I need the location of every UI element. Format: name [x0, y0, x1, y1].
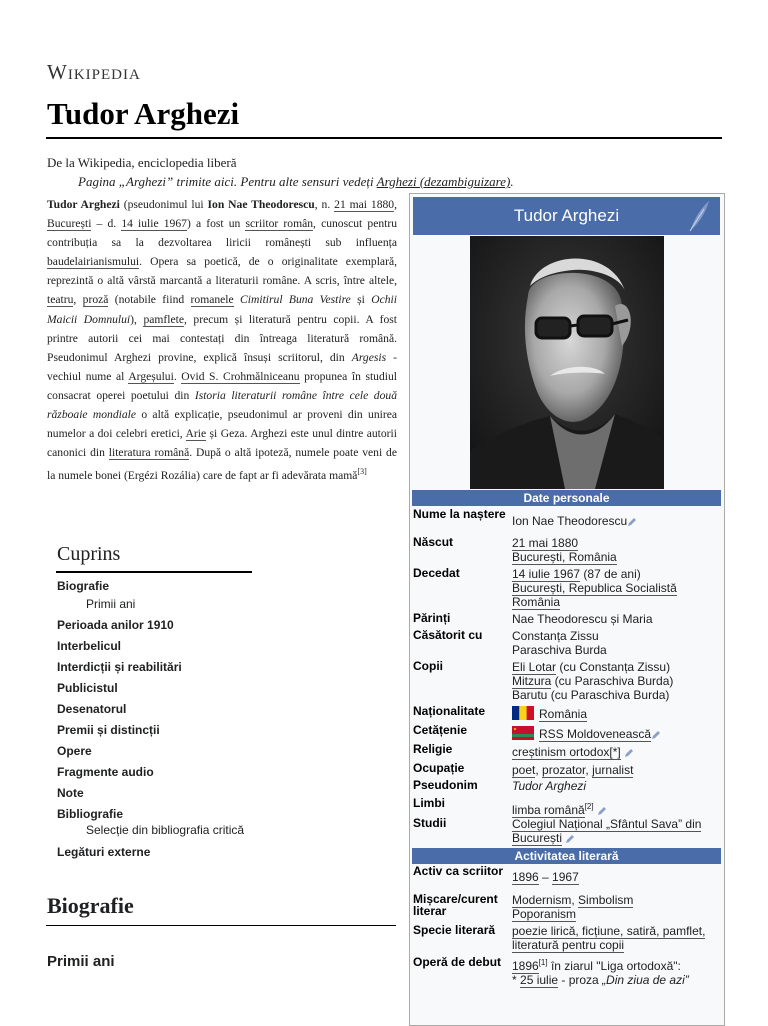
- toc-title: Cuprins: [57, 543, 121, 565]
- link-year-end[interactable]: 1967: [552, 870, 579, 884]
- infobox: [409, 193, 725, 1026]
- toc-item-bibliografie[interactable]: Bibliografie: [57, 807, 124, 821]
- toc-item-interdictii[interactable]: Interdicții și reabilitări: [57, 660, 182, 674]
- value-debut: 1896[1] în ziarul "Liga ortodoxă": * 25 iulie - proza „Din ziua de azi”: [512, 958, 689, 987]
- edit-icon[interactable]: [651, 730, 661, 740]
- infobox-header: [413, 197, 720, 235]
- toc-item-premii[interactable]: Premii și distincții: [57, 723, 160, 737]
- toc-divider: [56, 571, 252, 573]
- romania-flag-icon: [512, 706, 534, 720]
- value-religion: [512, 745, 722, 759]
- real-name: Ion Nae Theodorescu: [207, 198, 315, 211]
- link-year-start[interactable]: 1896: [512, 870, 539, 884]
- toc-item-note[interactable]: Note: [57, 786, 84, 800]
- link-debut-date[interactable]: 25 iulie: [520, 973, 559, 987]
- value-pseudonym: Tudor Arghezi: [512, 779, 587, 793]
- value-died: 14 iulie 1967 (87 de ani) București, Republica Socialistă România: [512, 567, 677, 609]
- link-romanian-literature[interactable]: literatura română: [108, 446, 190, 460]
- link-modernism[interactable]: Modernism: [512, 893, 572, 907]
- intro-paragraph: Tudor Arghezi (pseudonimul lui Ion Nae Theodorescu, n. 21 mai 1880, București – d. 14 iulie 1967) a fost un scriitor român, cunoscut pentru contribuția sa la dezvoltarea liricii românești sub influența baudelairianismului. Opera sa poetică, de o originalitate exemplară, reprezintă o altă vârstă marcantă a literaturii române. A scris, între altele, teatru, proză (notabile fiind romanele Cimitirul Buna Vestire și Ochii Maicii Domnului), pamflete, precum și literatură pentru copii. A fost printre autorii cei mai contestați din întreaga literatură română. Pseudonimul Arghezi provine, explică însuși scriitorul, din Argesis - vechiul nume al Argeșului. Ovid S. Crohmălniceanu propunea în studiul consacrat operei poetului din Istoria literaturii române între cele două războaie mondiale o altă explicație, pseudonimul ar proveni din unirea numelor a doi celebri eretici, Arie și Geza. Arghezi este unul dintre autorii canonici din literatura română. După o altă ipoteză, numele poate veni de la numele bonei (Ergézi Rozália) care de fapt ar fi adevărata mamă[3]: [47, 198, 398, 483]
- edit-icon[interactable]: [627, 517, 637, 527]
- value-citizenship: [512, 726, 722, 741]
- label-occupation: Ocupație: [413, 761, 465, 775]
- work-title: Istoria literaturii române între cele două războaie mondiale: [47, 388, 397, 422]
- link-pamphlets[interactable]: pamflete: [143, 312, 184, 326]
- moldavian-ssr-flag-icon: [512, 726, 534, 740]
- quill-icon: [686, 199, 712, 233]
- label-died: Decedat: [413, 566, 460, 580]
- debut-work-title: „Din ziua de azi”: [602, 973, 689, 987]
- reference-link[interactable]: [2]: [584, 802, 594, 811]
- link-ovid-crohmalniceanu[interactable]: Ovid S. Crohmălniceanu: [181, 369, 300, 383]
- value-occupation: poet, prozator, jurnalist: [512, 763, 634, 777]
- label-parents: Părinți: [413, 611, 451, 625]
- link-arges[interactable]: Argeșului: [128, 369, 174, 383]
- link-citizenship[interactable]: RSS Moldovenească: [539, 727, 652, 741]
- value-nationality: [512, 706, 722, 721]
- value-genre: [512, 924, 722, 952]
- link-novels[interactable]: romanele: [190, 293, 234, 307]
- link-religion[interactable]: creștinism ortodox: [512, 745, 610, 759]
- work-title: Ochii Maicii Domnului: [47, 293, 397, 326]
- link-death-place[interactable]: București, Republica Socialistă România: [512, 581, 677, 609]
- toc-item-interbelicul[interactable]: Interbelicul: [57, 639, 122, 653]
- link-writer[interactable]: scriitor român: [245, 217, 314, 231]
- toc-item-perioada-1910[interactable]: Perioada anilor 1910: [57, 618, 174, 632]
- link-simbolism[interactable]: Simbolism: [578, 893, 634, 907]
- work-title: Cimitirul Buna Vestire: [240, 293, 351, 307]
- link-jurnalist[interactable]: jurnalist: [592, 763, 634, 777]
- label-citizenship: Cetățenie: [413, 723, 468, 737]
- page-title: Tudor Arghezi: [47, 96, 240, 131]
- link-birthplace[interactable]: București: [47, 217, 92, 231]
- section-divider: [46, 925, 396, 926]
- link-birth-date[interactable]: 21 mai 1880: [512, 536, 579, 550]
- label-languages: Limbi: [413, 796, 445, 810]
- edit-icon[interactable]: [624, 748, 634, 758]
- label-pseudonym: Pseudonim: [413, 778, 478, 792]
- subsection-heading-primii-ani: Primii ani: [47, 953, 115, 970]
- link-poporanism[interactable]: Poporanism: [512, 907, 577, 921]
- value-active-years: 1896 – 1967: [512, 870, 579, 884]
- label-religion: Religie: [413, 742, 453, 756]
- edit-icon[interactable]: [565, 834, 575, 844]
- label-nationality: Naționalitate: [413, 704, 486, 718]
- link-prose[interactable]: proză: [82, 293, 109, 307]
- link-arie[interactable]: Arie: [185, 427, 207, 441]
- link-deathdate[interactable]: 14 iulie 1967: [121, 217, 187, 231]
- label-birth-name: Nume la naștere: [413, 507, 506, 521]
- infobox-section-personal: Date personale: [412, 490, 721, 506]
- toc-item-biografie[interactable]: Biografie: [57, 579, 110, 593]
- link-language[interactable]: limba română: [512, 803, 585, 817]
- child-3: Barutu: [512, 688, 548, 702]
- link-debut-year[interactable]: 1896: [512, 959, 539, 973]
- label-debut: Operă de debut: [413, 955, 502, 969]
- edit-icon[interactable]: [597, 806, 607, 816]
- argesis-term: Argesis: [351, 350, 387, 364]
- toc-item-primii-ani[interactable]: Primii ani: [86, 597, 136, 611]
- value-education: [512, 817, 722, 845]
- value-movement: Modernism, Simbolism Poporanism: [512, 893, 634, 921]
- hatnote: Pagina „Arghezi” trimite aici. Pentru alte sensuri vedeți Arghezi (dezambiguizare).: [78, 174, 514, 189]
- value-parents: Nae Theodorescu și Maria: [512, 612, 653, 626]
- value-born: [512, 536, 722, 564]
- link-child-2[interactable]: Mitzura: [512, 674, 552, 688]
- subject-name: Tudor Arghezi: [47, 198, 120, 211]
- label-children: Copii: [413, 659, 443, 673]
- label-spouse: Căsătorit cu: [413, 628, 483, 642]
- title-divider: [46, 137, 722, 139]
- link-birth-place[interactable]: București, România: [512, 550, 617, 564]
- section-heading-biografie: Biografie: [47, 893, 134, 918]
- disambiguation-link[interactable]: Arghezi (dezambiguizare): [376, 174, 511, 189]
- label-born: Născut: [413, 535, 454, 549]
- reference-link[interactable]: [3]: [357, 467, 367, 477]
- portrait-photo: [470, 236, 664, 489]
- toc-item-fragmente-audio[interactable]: Fragmente audio: [57, 765, 154, 779]
- toc-item-opere[interactable]: Opere: [57, 744, 92, 758]
- toc-item-desenatorul[interactable]: Desenatorul: [57, 702, 127, 716]
- tagline: De la Wikipedia, enciclopedia liberă: [47, 155, 237, 170]
- toc-item-publicistul[interactable]: Publicistul: [57, 681, 118, 695]
- link-child-1[interactable]: Eli Lotar: [512, 660, 557, 674]
- label-genre: Specie literară: [413, 923, 496, 937]
- reference-link[interactable]: [1]: [538, 958, 548, 967]
- toc-item-selectie-bibliografie[interactable]: Selecție din bibliografia critică: [86, 823, 245, 837]
- link-poet[interactable]: poet: [512, 763, 536, 777]
- link-baudelairianism[interactable]: baudelairianismului: [47, 255, 140, 269]
- label-active-years: Activ ca scriitor: [413, 864, 504, 878]
- link-genres[interactable]: poezie lirică, ficțiune, satiră, pamflet, literatură pentru copii: [512, 924, 706, 952]
- value-spouse: Constanța Zissu Paraschiva Burda: [512, 629, 607, 657]
- value-birth-name: Ion Nae Theodorescu: [512, 514, 722, 528]
- label-education: Studii: [413, 816, 447, 830]
- value-languages: [512, 800, 722, 817]
- value-children: Eli Lotar (cu Constanța Zissu) Mitzura (cu Paraschiva Burda) Barutu (cu Paraschiva Burda): [512, 660, 674, 702]
- link-college[interactable]: Colegiul Național „Sfântul Sava” din București: [512, 817, 702, 845]
- toc-item-legaturi-externe[interactable]: Legături externe: [57, 845, 151, 859]
- religion-reference[interactable]: [*]: [609, 745, 621, 759]
- wikipedia-logo[interactable]: Wikipedia: [47, 60, 141, 84]
- link-nationality[interactable]: România: [539, 707, 588, 721]
- link-death-date[interactable]: 14 iulie 1967: [512, 567, 581, 581]
- link-prozator[interactable]: prozator: [542, 763, 586, 777]
- infobox-section-literary: Activitatea literară: [412, 848, 721, 864]
- infobox-title: Tudor Arghezi: [513, 206, 620, 225]
- link-birthdate[interactable]: 21 mai 1880: [334, 198, 395, 211]
- label-movement: Mișcare/curent literar: [413, 892, 498, 918]
- link-theatre[interactable]: teatru: [47, 293, 74, 307]
